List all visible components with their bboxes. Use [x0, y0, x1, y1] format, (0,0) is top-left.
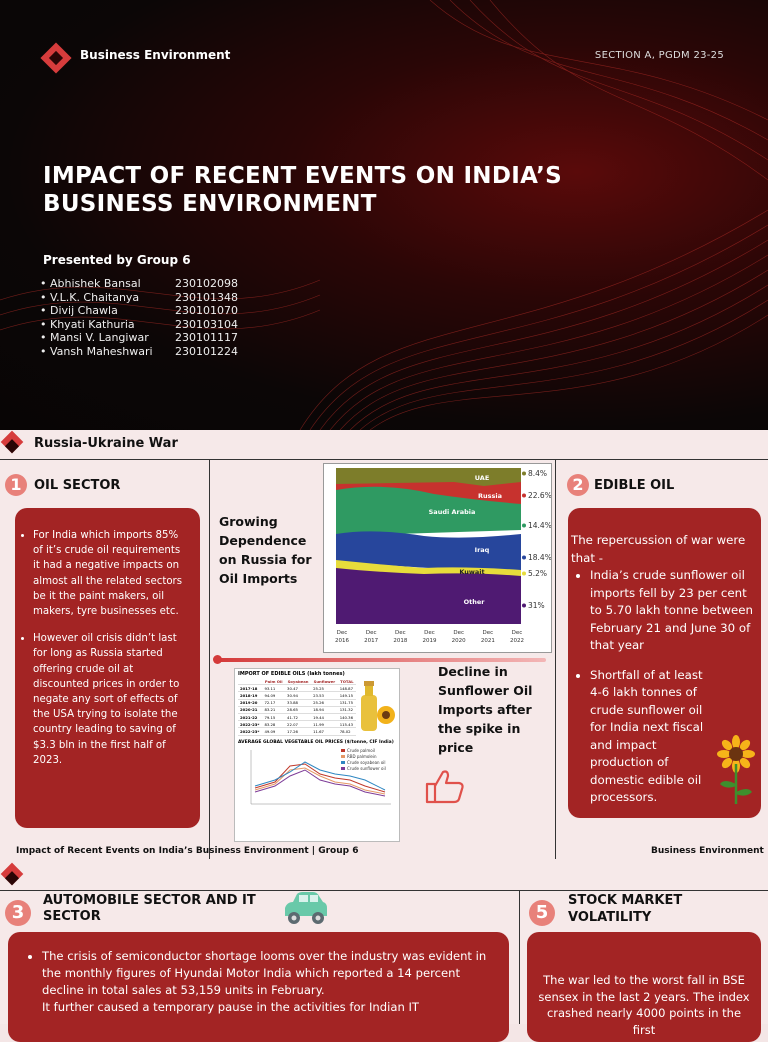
series-marker — [522, 572, 526, 576]
member-id: 230101348 — [175, 290, 238, 304]
section-header: Russia-Ukraine War — [34, 436, 178, 451]
table-cell: 23.53 — [311, 692, 338, 699]
x-tick-label: 2017 — [364, 638, 379, 644]
divider — [555, 459, 556, 859]
automobile-title: AUTOMOBILE SECTOR AND IT SECTOR — [43, 893, 256, 924]
table-cell: 83.28 — [262, 721, 285, 728]
series-marker — [522, 494, 526, 498]
series-label: UAE — [474, 474, 490, 482]
table-cell: 11.99 — [311, 721, 338, 728]
price-line-chart — [235, 746, 399, 826]
divider — [519, 890, 520, 1024]
member-row — [40, 331, 238, 345]
table-header-row — [238, 678, 356, 685]
legend-label: Crude sunflower oil — [347, 765, 386, 771]
edible-oil-table — [238, 678, 356, 736]
x-tick-label: Dec — [511, 630, 523, 636]
series-label: Other — [463, 598, 485, 606]
bullet-text: • Shortfall of at least 4-6 lakh tonnes of crude sunflower oil for India next fiscal and impact production of domestic edible oil processors. — [590, 667, 753, 807]
member-name: • V.L.K. Chaitanya — [40, 291, 175, 305]
section-number-badge: 1 — [5, 474, 27, 496]
edible-table-title: IMPORT OF EDIBLE OILS (lakh tonnes) — [238, 671, 345, 677]
table-cell: 2019-20 — [238, 699, 262, 706]
member-name: • Abhishek Bansal — [40, 277, 175, 291]
series-end-value: 22.6% — [528, 491, 551, 500]
stock-market-text: The war led to the worst fall in BSE sensex in the last 2 years. The index crashed nearly 4000 points in the first — [538, 973, 750, 1037]
table-cell: 83.21 — [262, 706, 285, 713]
table-cell: Palm Oil — [262, 678, 285, 685]
presented-by: Presented by Group 6 — [43, 253, 191, 267]
table-row — [238, 721, 356, 728]
table-cell: 17.26 — [285, 728, 311, 735]
section-number-badge: 3 — [5, 900, 31, 926]
brand-name: Business Environment — [80, 48, 231, 62]
series-marker — [522, 556, 526, 560]
legend-swatch — [341, 767, 345, 770]
section-number-badge: 2 — [567, 474, 589, 496]
table-cell: 41.72 — [285, 713, 311, 720]
table-cell: 79.15 — [262, 713, 285, 720]
table-row — [238, 699, 356, 706]
stock-market-title: STOCK MARKET VOLATILITY — [568, 893, 683, 925]
table-cell: 19.44 — [311, 713, 338, 720]
member-id: 230102098 — [175, 277, 238, 290]
x-tick-label: Dec — [453, 630, 464, 636]
member-row — [40, 291, 238, 305]
member-id: 230103104 — [175, 317, 238, 331]
table-cell: 2018-19 — [238, 692, 262, 699]
car-icon — [279, 890, 331, 928]
edible-oil-title: EDIBLE OIL — [594, 478, 675, 493]
series-end-value: 14.4% — [528, 521, 551, 530]
thumbs-up-icon — [424, 766, 468, 806]
table-cell: 2020-21 — [238, 706, 262, 713]
legend-label: Crude soyabean oil — [347, 759, 386, 765]
table-row — [238, 706, 356, 713]
russia-ukraine-slide — [0, 430, 768, 862]
automobile-card — [8, 932, 509, 1042]
table-cell: 78.02 — [338, 728, 356, 735]
divider — [0, 890, 768, 891]
x-tick-label: Dec — [395, 630, 406, 636]
x-tick-label: Dec — [482, 630, 494, 636]
section-label: SECTION A, PGDM 23-25 — [594, 50, 724, 61]
table-cell — [238, 678, 262, 685]
table-cell: 30.47 — [285, 685, 311, 692]
x-tick-label: 2019 — [422, 638, 437, 644]
member-id: 230101117 — [175, 331, 238, 345]
x-tick-label: Dec — [365, 630, 377, 636]
x-tick-label: Dec — [336, 630, 348, 636]
sunflower-icon — [716, 734, 756, 806]
series-label: Kuwait — [459, 568, 485, 576]
table-cell: 148.87 — [338, 685, 356, 692]
x-tick-label: 2018 — [393, 638, 408, 644]
table-row — [238, 713, 356, 720]
x-tick-label: Dec — [424, 630, 435, 636]
table-cell: 72.17 — [262, 699, 285, 706]
logo-icon — [1, 863, 24, 886]
member-row — [40, 318, 238, 332]
series-end-value: 8.4% — [528, 469, 548, 478]
table-cell: 2021-22 — [238, 713, 262, 720]
growing-dependence-caption: Growing Dependence on Russia for Oil Imports — [219, 514, 312, 586]
table-cell: 25.26 — [311, 699, 338, 706]
x-tick-label: 2016 — [335, 638, 349, 644]
footer-left: Impact of Recent Events on India’s Business Environment | Group 6 — [16, 846, 359, 856]
table-row — [238, 728, 356, 735]
member-row — [40, 304, 238, 318]
x-tick-label: 2020 — [451, 638, 466, 644]
table-cell: 11.67 — [311, 728, 338, 735]
table-cell: 149.15 — [338, 692, 356, 699]
member-name: • Mansi V. Langiwar — [40, 331, 175, 345]
timeline-dot — [213, 655, 222, 664]
logo-icon — [1, 431, 24, 454]
table-cell: Soyabean — [285, 678, 311, 685]
legend-swatch — [341, 755, 345, 758]
bullet-text: It further caused a temporary pause in the activities for Indian IT — [42, 1000, 419, 1014]
edible-oil-card — [568, 508, 761, 818]
series-end-value: 31% — [528, 601, 545, 610]
divider — [0, 459, 768, 460]
oil-imports-chart-svg — [324, 464, 551, 652]
member-row — [40, 277, 238, 291]
oil-sector-title: OIL SECTOR — [34, 478, 121, 493]
series-label: Russia — [478, 492, 502, 500]
series-end-value: 18.4% — [528, 553, 551, 562]
table-cell: 49.09 — [262, 728, 285, 735]
member-id: 230101070 — [175, 304, 238, 318]
automobile-slide — [0, 862, 768, 1037]
series-label: Saudi Arabia — [428, 508, 476, 516]
member-name: • Vansh Maheshwari — [40, 345, 175, 359]
member-list — [40, 277, 238, 359]
table-cell: 28.65 — [285, 706, 311, 713]
table-cell: 30.94 — [285, 692, 311, 699]
x-tick-label: 2022 — [510, 638, 524, 644]
divider — [209, 459, 210, 859]
legend-swatch — [341, 761, 345, 764]
x-tick-label: 2021 — [480, 638, 495, 644]
edible-intro: The repercussion of war were that - — [571, 533, 746, 565]
member-name: • Divij Chawla — [40, 304, 175, 318]
table-row — [238, 692, 356, 699]
table-cell: 33.88 — [285, 699, 311, 706]
table-row — [238, 685, 356, 692]
bullet-text: • The crisis of semiconductor shortage looms over the industry was evident in the monthly figures of Hyundai Motor India which reported a 14 percent decline in total sales at 53,159 units in February. — [42, 948, 491, 999]
series-marker — [522, 472, 526, 476]
table-cell: 2017-18 — [238, 685, 262, 692]
oil-bottle-icon — [353, 677, 397, 737]
table-cell: 93.11 — [262, 685, 285, 692]
bullet-text: • India’s crude sunflower oil imports fell by 23 per cent to 5.70 lakh tonne between February 21 and June 30 of that year — [590, 567, 753, 655]
oil-imports-chart — [323, 463, 552, 653]
legend-swatch — [341, 749, 345, 752]
table-cell: 2022-23* — [238, 728, 262, 735]
decline-caption: Decline in Sunflower Oil Imports after the spike in price — [438, 664, 533, 755]
series-end-value: 5.2% — [528, 569, 548, 578]
page-title: IMPACT OF RECENT EVENTS ON INDIA’S BUSINESS ENVIRONMENT — [43, 163, 562, 217]
footer-right: Business Environment — [651, 846, 764, 856]
series-marker — [522, 604, 526, 608]
title-slide — [0, 0, 768, 430]
table-cell: 25.25 — [311, 685, 338, 692]
table-cell: 22.07 — [285, 721, 311, 728]
member-id: 230101224 — [175, 344, 238, 358]
table-cell: 2022-23* — [238, 721, 262, 728]
member-name: • Khyati Kathuria — [40, 318, 175, 332]
table-cell: 131.75 — [338, 699, 356, 706]
edible-oil-table-figure — [234, 668, 400, 842]
legend-label: Crude palmoil — [347, 747, 375, 753]
series-marker — [522, 524, 526, 528]
table-cell: Sunflower — [311, 678, 338, 685]
stock-market-card — [527, 932, 761, 1042]
oil-sector-card — [15, 508, 200, 828]
chart-area-band — [336, 568, 521, 624]
table-cell: 18.94 — [311, 706, 338, 713]
table-cell: TOTAL — [338, 678, 356, 685]
member-row — [40, 345, 238, 359]
series-label: Iraq — [474, 546, 490, 554]
section-number-badge: 5 — [529, 900, 555, 926]
price-chart-title: AVERAGE GLOBAL VEGETABLE OIL PRICES ($/tonne, CIF India) — [238, 739, 394, 745]
legend-label: RBD palmolein — [347, 753, 377, 759]
table-cell: 140.36 — [338, 713, 356, 720]
bullet-text: • For India which imports 85% of it’s crude oil requirements it had a negative impacts on almost all the related sectors be it the paint makers, oil makers, tyre businesses etc. — [33, 528, 190, 619]
bullet-text: • However oil crisis didn’t last for long as Russia started offering crude oil at discounted prices in order to negate any sort of effects of the USA trying to isolate the country leading to saving of $3.3 bln in the first half of 2023. — [33, 631, 190, 768]
table-cell: 115.43 — [338, 721, 356, 728]
table-cell: 94.09 — [262, 692, 285, 699]
table-cell: 131.32 — [338, 706, 356, 713]
